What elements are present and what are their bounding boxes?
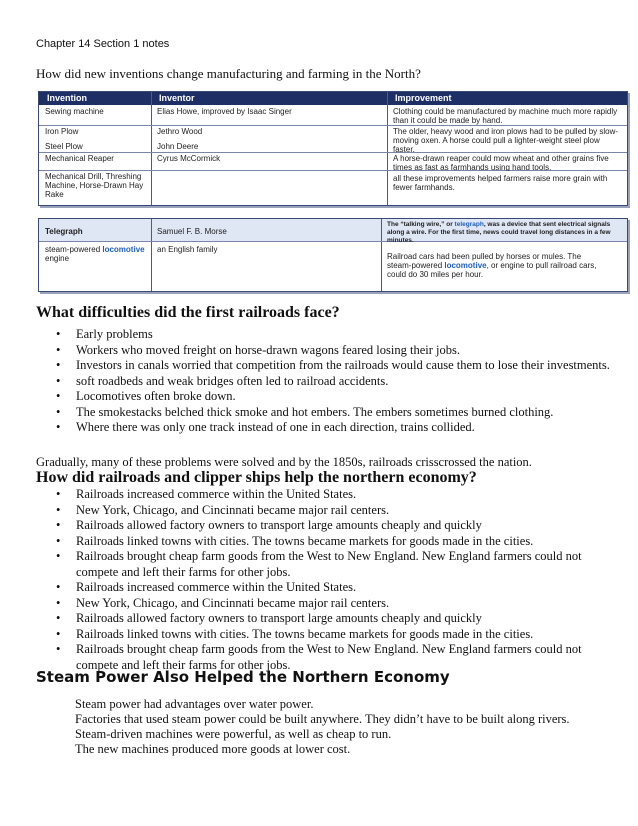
list-item: • New York, Chicago, and Cincinnati became major rail centers.: [56, 503, 616, 519]
list-item: • Where there was only one track instead of one in each direction, trains collided.: [56, 420, 616, 436]
cell-telegraph: Telegraph: [45, 227, 83, 236]
list-item: • Early problems: [56, 327, 616, 343]
northern-economy-list: [56, 487, 616, 673]
list-item: • Railroads increased commerce within the United States.: [56, 580, 616, 596]
list-item: • Workers who moved freight on horse-drawn wagons feared losing their jobs.: [56, 343, 616, 359]
cell-morse: Samuel F. B. Morse: [157, 227, 227, 236]
list-item: • Railroads increased commerce within the United States.: [56, 487, 616, 503]
cell-english-family: an English family: [157, 245, 218, 254]
list-item: • Railroads linked towns with cities. The towns became markets for goods made in the cities.: [56, 534, 616, 550]
list-item: • Locomotives often broke down.: [56, 389, 616, 405]
cell-locomotive-improvement: Railroad cars had been pulled by horses or mules. The steam-powered locomotive, or engine to pull railroad cars, could do 30 miles per hour.: [387, 252, 597, 279]
section-heading-steam-power: Steam Power Also Helped the Northern Economy: [36, 668, 450, 686]
cell-improvement-2: The older, heavy wood and iron plows had to be pulled by slow-moving oxen. A horse could pull a lighter-weight steel plow faster.: [393, 127, 619, 154]
list-item: • Railroads brought cheap farm goods from the West to New England. New England farmers could not compete and left their farms for other jobs.: [56, 549, 616, 580]
section-heading-railroad-difficulties: What difficulties did the first railroads face?: [36, 304, 340, 321]
inventions-table: [38, 91, 628, 206]
list-item: • Railroads brought cheap farm goods from the West to New England. New England farmers could not compete and left their farms for other jobs.: [56, 642, 616, 673]
cell-invention-2: Iron Plow: [45, 127, 79, 136]
list-item: • New York, Chicago, and Cincinnati became major rail centers.: [56, 596, 616, 612]
table-header: [39, 92, 627, 105]
list-item: • Investors in canals worried that competition from the railroads would cause them to lose their investments.: [56, 358, 616, 374]
cell-inventor-4: Cyrus McCormick: [157, 154, 221, 163]
cell-invention-5: Mechanical Drill, Threshing Machine, Horse-Drawn Hay Rake: [45, 172, 144, 199]
steam-power-line-3: Steam-driven machines were powerful, as well as cheap to run.: [75, 727, 392, 741]
list-item: • soft roadbeds and weak bridges often led to railroad accidents.: [56, 374, 616, 390]
communication-table: [38, 218, 628, 292]
chapter-title: Chapter 14 Section 1 notes: [36, 38, 170, 50]
section-heading-northern-economy: How did railroads and clipper ships help the northern economy?: [36, 469, 477, 486]
header-inventor: Inventor: [159, 93, 195, 103]
railroad-difficulties-list: [56, 327, 616, 436]
header-invention: Invention: [47, 93, 87, 103]
list-item: • The smokestacks belched thick smoke and hot embers. The embers sometimes burned clothing.: [56, 405, 616, 421]
question-heading: How did new inventions change manufacturing and farming in the North?: [36, 66, 421, 81]
cell-improvement-1: Clothing could be manufactured by machine much more rapidly than it could be made by hand.: [393, 107, 618, 125]
cell-invention-4: Mechanical Reaper: [45, 154, 114, 163]
list-item: • Railroads linked towns with cities. The towns became markets for goods made in the cities.: [56, 627, 616, 643]
cell-improvement-4: A horse-drawn reaper could mow wheat and other grains five times as fast as farmhands using hand tools.: [393, 154, 609, 171]
steam-power-line-4: The new machines produced more goods at lower cost.: [75, 742, 351, 756]
cell-inventor-2: Jethro Wood: [157, 127, 203, 136]
cell-invention-3: Steel Plow: [45, 142, 83, 151]
summary-paragraph: Gradually, many of these problems were solved and by the 1850s, railroads crisscrossed the nation.: [36, 455, 532, 469]
cell-invention-1: Sewing machine: [45, 107, 104, 116]
cell-inventor-1: Elias Howe, improved by Isaac Singer: [157, 107, 292, 116]
steam-power-line-2: Factories that used steam power could be built anywhere. They didn’t have to be built along rivers.: [75, 712, 570, 726]
cell-telegraph-improvement: The “talking wire,” or telegraph, was a device that sent electrical signals along a wire. For the first time, news could travel long distances in a few minutes.: [387, 221, 611, 244]
cell-improvement-5: all these improvements helped farmers raise more grain with fewer farmhands.: [393, 174, 608, 192]
cell-inventor-3: John Deere: [157, 142, 199, 151]
steam-power-line-1: Steam power had advantages over water power.: [75, 697, 314, 711]
cell-locomotive: steam-powered locomotive engine: [45, 245, 145, 263]
list-item: • Railroads allowed factory owners to transport large amounts cheaply and quickly: [56, 518, 616, 534]
header-improvement: Improvement: [395, 93, 452, 103]
list-item: • Railroads allowed factory owners to transport large amounts cheaply and quickly: [56, 611, 616, 627]
